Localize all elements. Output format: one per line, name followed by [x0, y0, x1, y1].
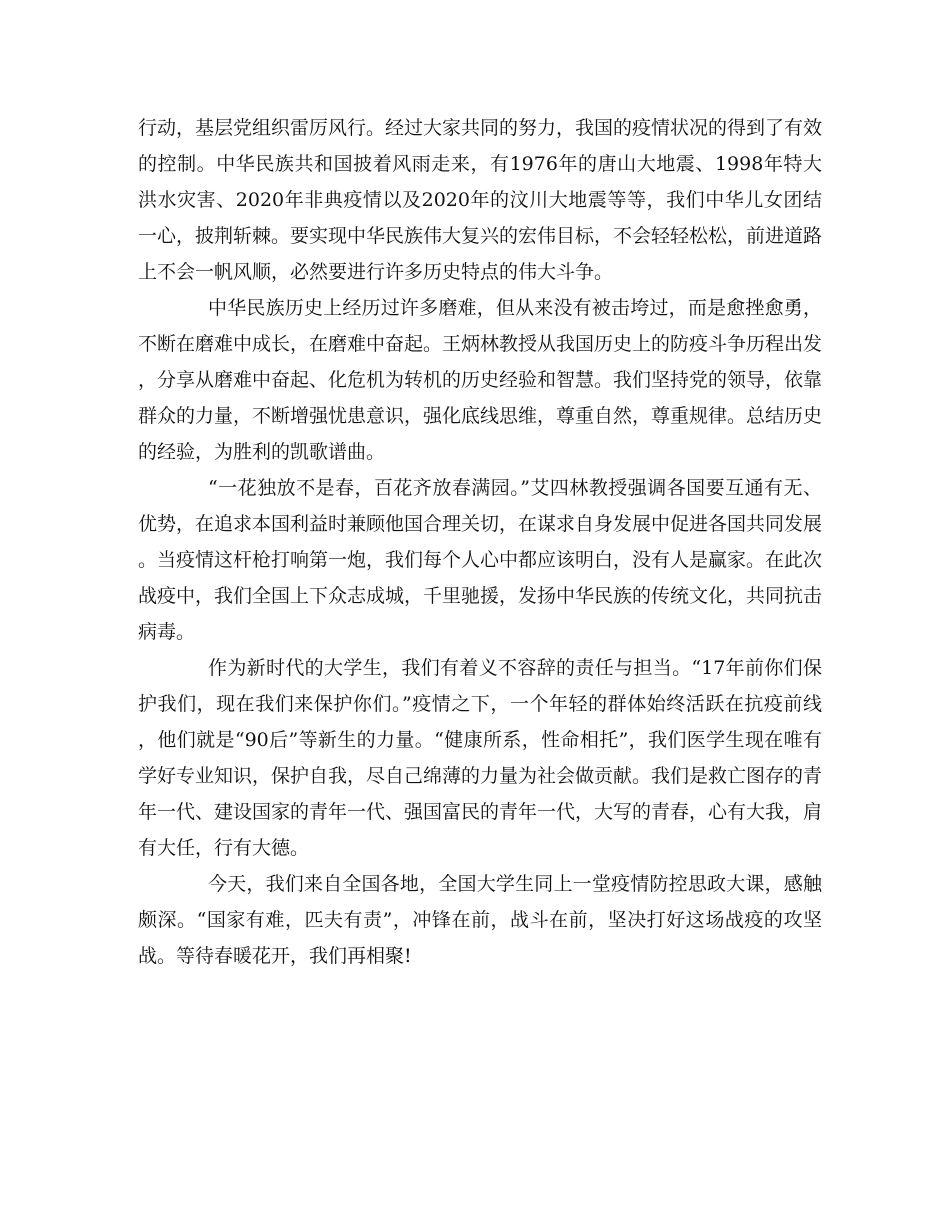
paragraph-2: 中华民族历史上经历过许多磨难，但从来没有被击垮过，而是愈挫愈勇，不断在磨难中成长，在磨难中奋起。王炳林教授从我国历史上的防疫斗争历程出发，分享从磨难中奋起、化危机为转机的历史经验和智慧。我们坚持党的领导，依靠群众的力量，不断增强忧患意识，强化底线思维，尊重自然，尊重规律。总结历史的经验，为胜利的凯歌谱曲。 — [138, 297, 823, 463]
paragraph-1: 行动，基层党组织雷厉风行。经过大家共同的努力，我国的疫情状况的得到了有效的控制。中华民族共和国披着风雨走来，有1976年的唐山大地震、1998年特大洪水灾害、2020年非典疫情以及2020年的汶川大地震等等，我们中华儿女团结一心，披荆斩棘。要实现中华民族伟大复兴的宏伟目标，不会轻轻松松，前进道路上不会一帆风顺，必然要进行许多历史特点的伟大斗争。 — [138, 117, 823, 283]
document-body — [138, 110, 822, 974]
paragraph-5: 今天，我们来自全国各地，全国大学生同上一堂疫情防控思政大课，感触颇深。“国家有难，匹夫有责”，冲锋在前，战斗在前，坚决打好这场战疫的攻坚战。等待春暖花开，我们再相聚! — [138, 873, 822, 967]
paragraph-3: “一花独放不是春，百花齐放春满园。”艾四林教授强调各国要互通有无、优势，在追求本国利益时兼顾他国合理关切，在谋求自身发展中促进各国共同发展。当疫情这杆枪打响第一炮，我们每个人心中都应该明白，没有人是赢家。在此次战疫中，我们全国上下众志成城，千里驰援，发扬中华民族的传统文化，共同抗击病毒。 — [138, 477, 823, 643]
paragraph-4: 作为新时代的大学生，我们有着义不容辞的责任与担当。“17年前你们保护我们，现在我们来保护你们。”疫情之下，一个年轻的群体始终活跃在抗疫前线，他们就是“90后”等新生的力量。“健康所系，性命相托”，我们医学生现在唯有学好专业知识，保护自我，尽自己绵薄的力量为社会做贡献。我们是救亡图存的青年一代、建设国家的青年一代、强国富民的青年一代，大写的青春，心有大我，肩有大任，行有大德。 — [138, 657, 823, 859]
